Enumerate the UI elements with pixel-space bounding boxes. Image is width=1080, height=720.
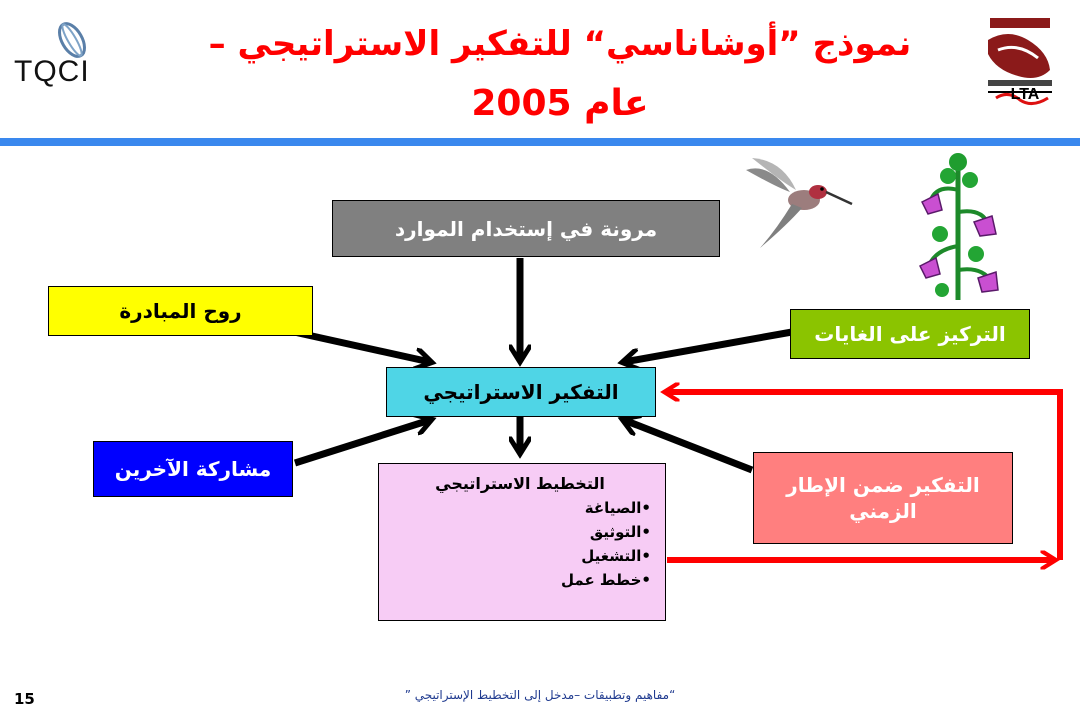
tqci-logo-text: TQCI	[14, 55, 90, 88]
planning-item: •الصياغة	[584, 499, 651, 517]
page-title-line-1: نموذج ”أوشاناسي“ للتفكير الاستراتيجي –	[208, 24, 912, 64]
planning-item: •خطط عمل	[561, 571, 651, 589]
planning-item: •التشغيل	[581, 547, 651, 565]
page-number: 15	[14, 690, 35, 708]
box-strategic-thinking: التفكير الاستراتيجي	[386, 367, 656, 417]
lta-logo-text: LTA	[1010, 86, 1040, 103]
planning-heading: التخطيط الاستراتيجي	[435, 474, 605, 493]
box-strategic-planning	[378, 463, 666, 621]
box-goals-focus: التركيز على الغايات	[790, 309, 1030, 359]
page-title-line-2: عام 2005	[471, 83, 649, 124]
planning-item: •التوثيق	[589, 523, 651, 541]
arrow-goals-to-thinking	[624, 332, 792, 362]
box-initiative: روح المبادرة	[48, 286, 313, 336]
box-sharing: مشاركة الآخرين	[93, 441, 293, 497]
footer-caption: “مفاهيم وتطبيقات –مدخل إلى التخطيط الإستراتيجي ”	[404, 688, 676, 702]
box-flexibility: مرونة في إستخدام الموارد	[332, 200, 720, 257]
box-timeframe: التفكير ضمن الإطار الزمني	[753, 452, 1013, 544]
arrow-sharing-to-thinking	[295, 420, 430, 463]
